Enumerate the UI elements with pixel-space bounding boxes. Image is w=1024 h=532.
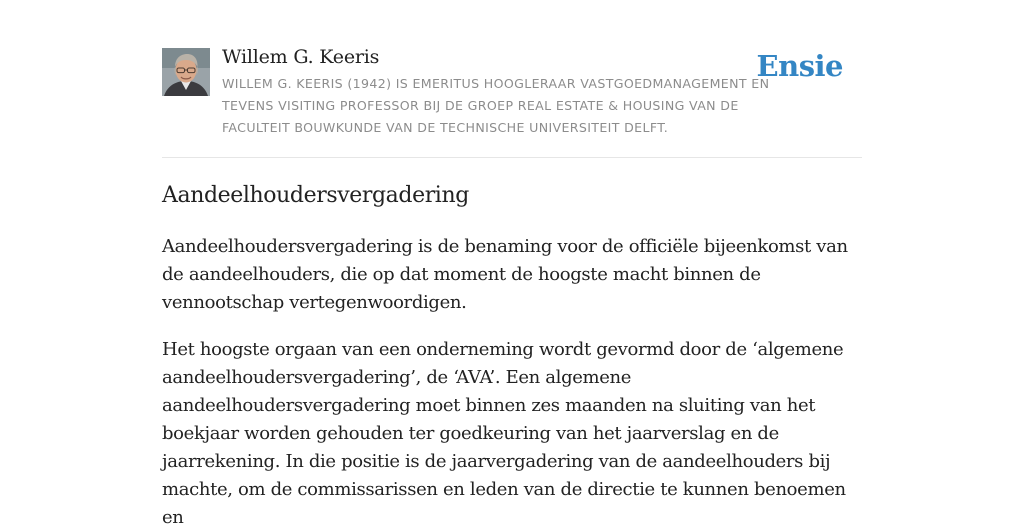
article-paragraph: Het hoogste orgaan van een onderneming wordt gevormd door de ‘algemene aandeelhoudersvergadering’, de ‘AVA’. Een algemene aandeelhoudersvergadering moet binnen zes maanden na sluiting van het boekjaar worden gehouden ter goedkeuring van het jaarverslag en de jaarrekening. In die positie is de jaarvergadering van de aandeelhouders bij machte, om de commissarissen en leden van de directie te kunnen benoemen en — [162, 339, 846, 528]
article-paragraph: Aandeelhoudersvergadering is de benaming voor de officiële bijeenkomst van de aandeelhouders, die op dat moment de hoogste macht binnen de vennootschap vertegenwoordigen. — [162, 236, 848, 313]
article-title: Aandeelhoudersvergadering — [162, 183, 469, 208]
author-name[interactable]: Willem G. Keeris — [222, 46, 380, 68]
author-avatar[interactable] — [162, 48, 210, 96]
ensie-logo[interactable]: Ensie — [756, 49, 843, 83]
author-portrait-image — [162, 48, 210, 96]
article — [162, 180, 862, 532]
author-bio: WILLEM G. KEERIS (1942) IS EMERITUS HOOGLERAAR VASTGOEDMANAGEMENT EN TEVENS VISITING PROFESSOR BIJ DE GROEP REAL ESTATE & HOUSING VAN DE FACULTEIT BOUWKUNDE VAN DE TECHNISCHE UNIVERSITEIT DELFT. — [222, 76, 770, 135]
author-block — [162, 44, 862, 158]
